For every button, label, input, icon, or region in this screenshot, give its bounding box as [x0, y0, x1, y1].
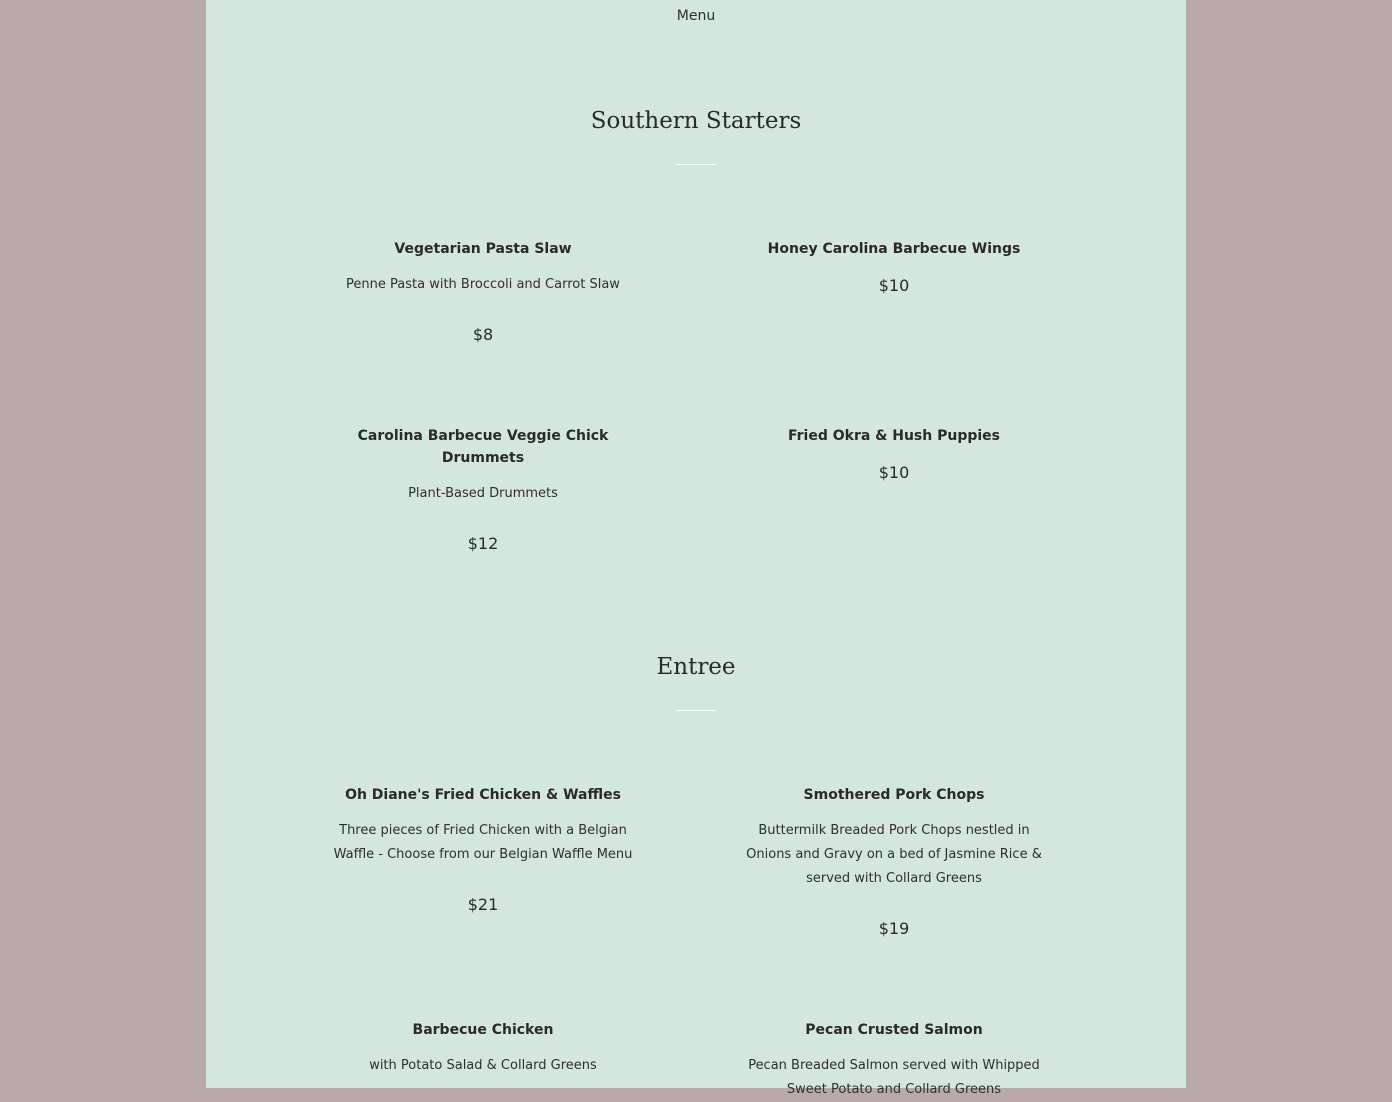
item-description: Buttermilk Breaded Pork Chops nestled in Onions and Gravy on a bed of Jasmine Rice & served with Collard Greens: [746, 823, 1042, 886]
item-name: Barbecue Chicken: [412, 1022, 554, 1038]
item-name: Smothered Pork Chops: [803, 787, 985, 803]
menu-page: [206, 0, 1186, 1097]
item-name: Honey Carolina Barbecue Wings: [767, 241, 1021, 257]
item-name: Oh Diane's Fried Chicken & Waffles: [345, 787, 621, 803]
menu-item-pecan-crusted-salmon: [734, 1019, 1054, 1102]
item-name: Vegetarian Pasta Slaw: [394, 241, 572, 257]
menu-item-fried-okra-hush-puppies: [734, 425, 1054, 485]
menu-item-carolina-barbecue-veggie-chick-drummets: [323, 425, 643, 556]
item-name: Fried Okra & Hush Puppies: [787, 428, 1001, 444]
item-name: Pecan Crusted Salmon: [805, 1022, 983, 1038]
item-price: $8: [472, 325, 494, 344]
item-description: Penne Pasta with Broccoli and Carrot Slaw: [346, 277, 620, 292]
section-title-entree: Entree: [656, 654, 736, 680]
item-price: $19: [878, 919, 910, 938]
item-name: Carolina Barbecue Veggie Chick Drummets: [357, 428, 609, 466]
section-divider: [676, 164, 716, 165]
menu-item-vegetarian-pasta-slaw: [323, 238, 643, 347]
item-price: $10: [878, 276, 910, 295]
menu-item-honey-carolina-barbecue-wings: [734, 238, 1054, 298]
menu-item-barbecue-chicken: [323, 1019, 643, 1078]
item-description: Pecan Breaded Salmon served with Whipped Sweet Potato and Collard Greens: [748, 1058, 1040, 1097]
item-description: Plant-Based Drummets: [408, 486, 558, 501]
menu-item-smothered-pork-chops: [734, 784, 1054, 941]
menu-item-fried-chicken-waffles: [323, 784, 643, 917]
section-title-southern-starters: Southern Starters: [590, 108, 802, 134]
item-description: with Potato Salad & Collard Greens: [369, 1058, 597, 1073]
item-price: $12: [467, 534, 499, 553]
menu-nav-link[interactable]: Menu: [676, 8, 716, 24]
item-description: Three pieces of Fried Chicken with a Belgian Waffle - Choose from our Belgian Waffle Menu: [333, 823, 633, 862]
section-divider: [676, 710, 716, 711]
item-price: $10: [878, 463, 910, 482]
item-price: $21: [467, 895, 499, 914]
